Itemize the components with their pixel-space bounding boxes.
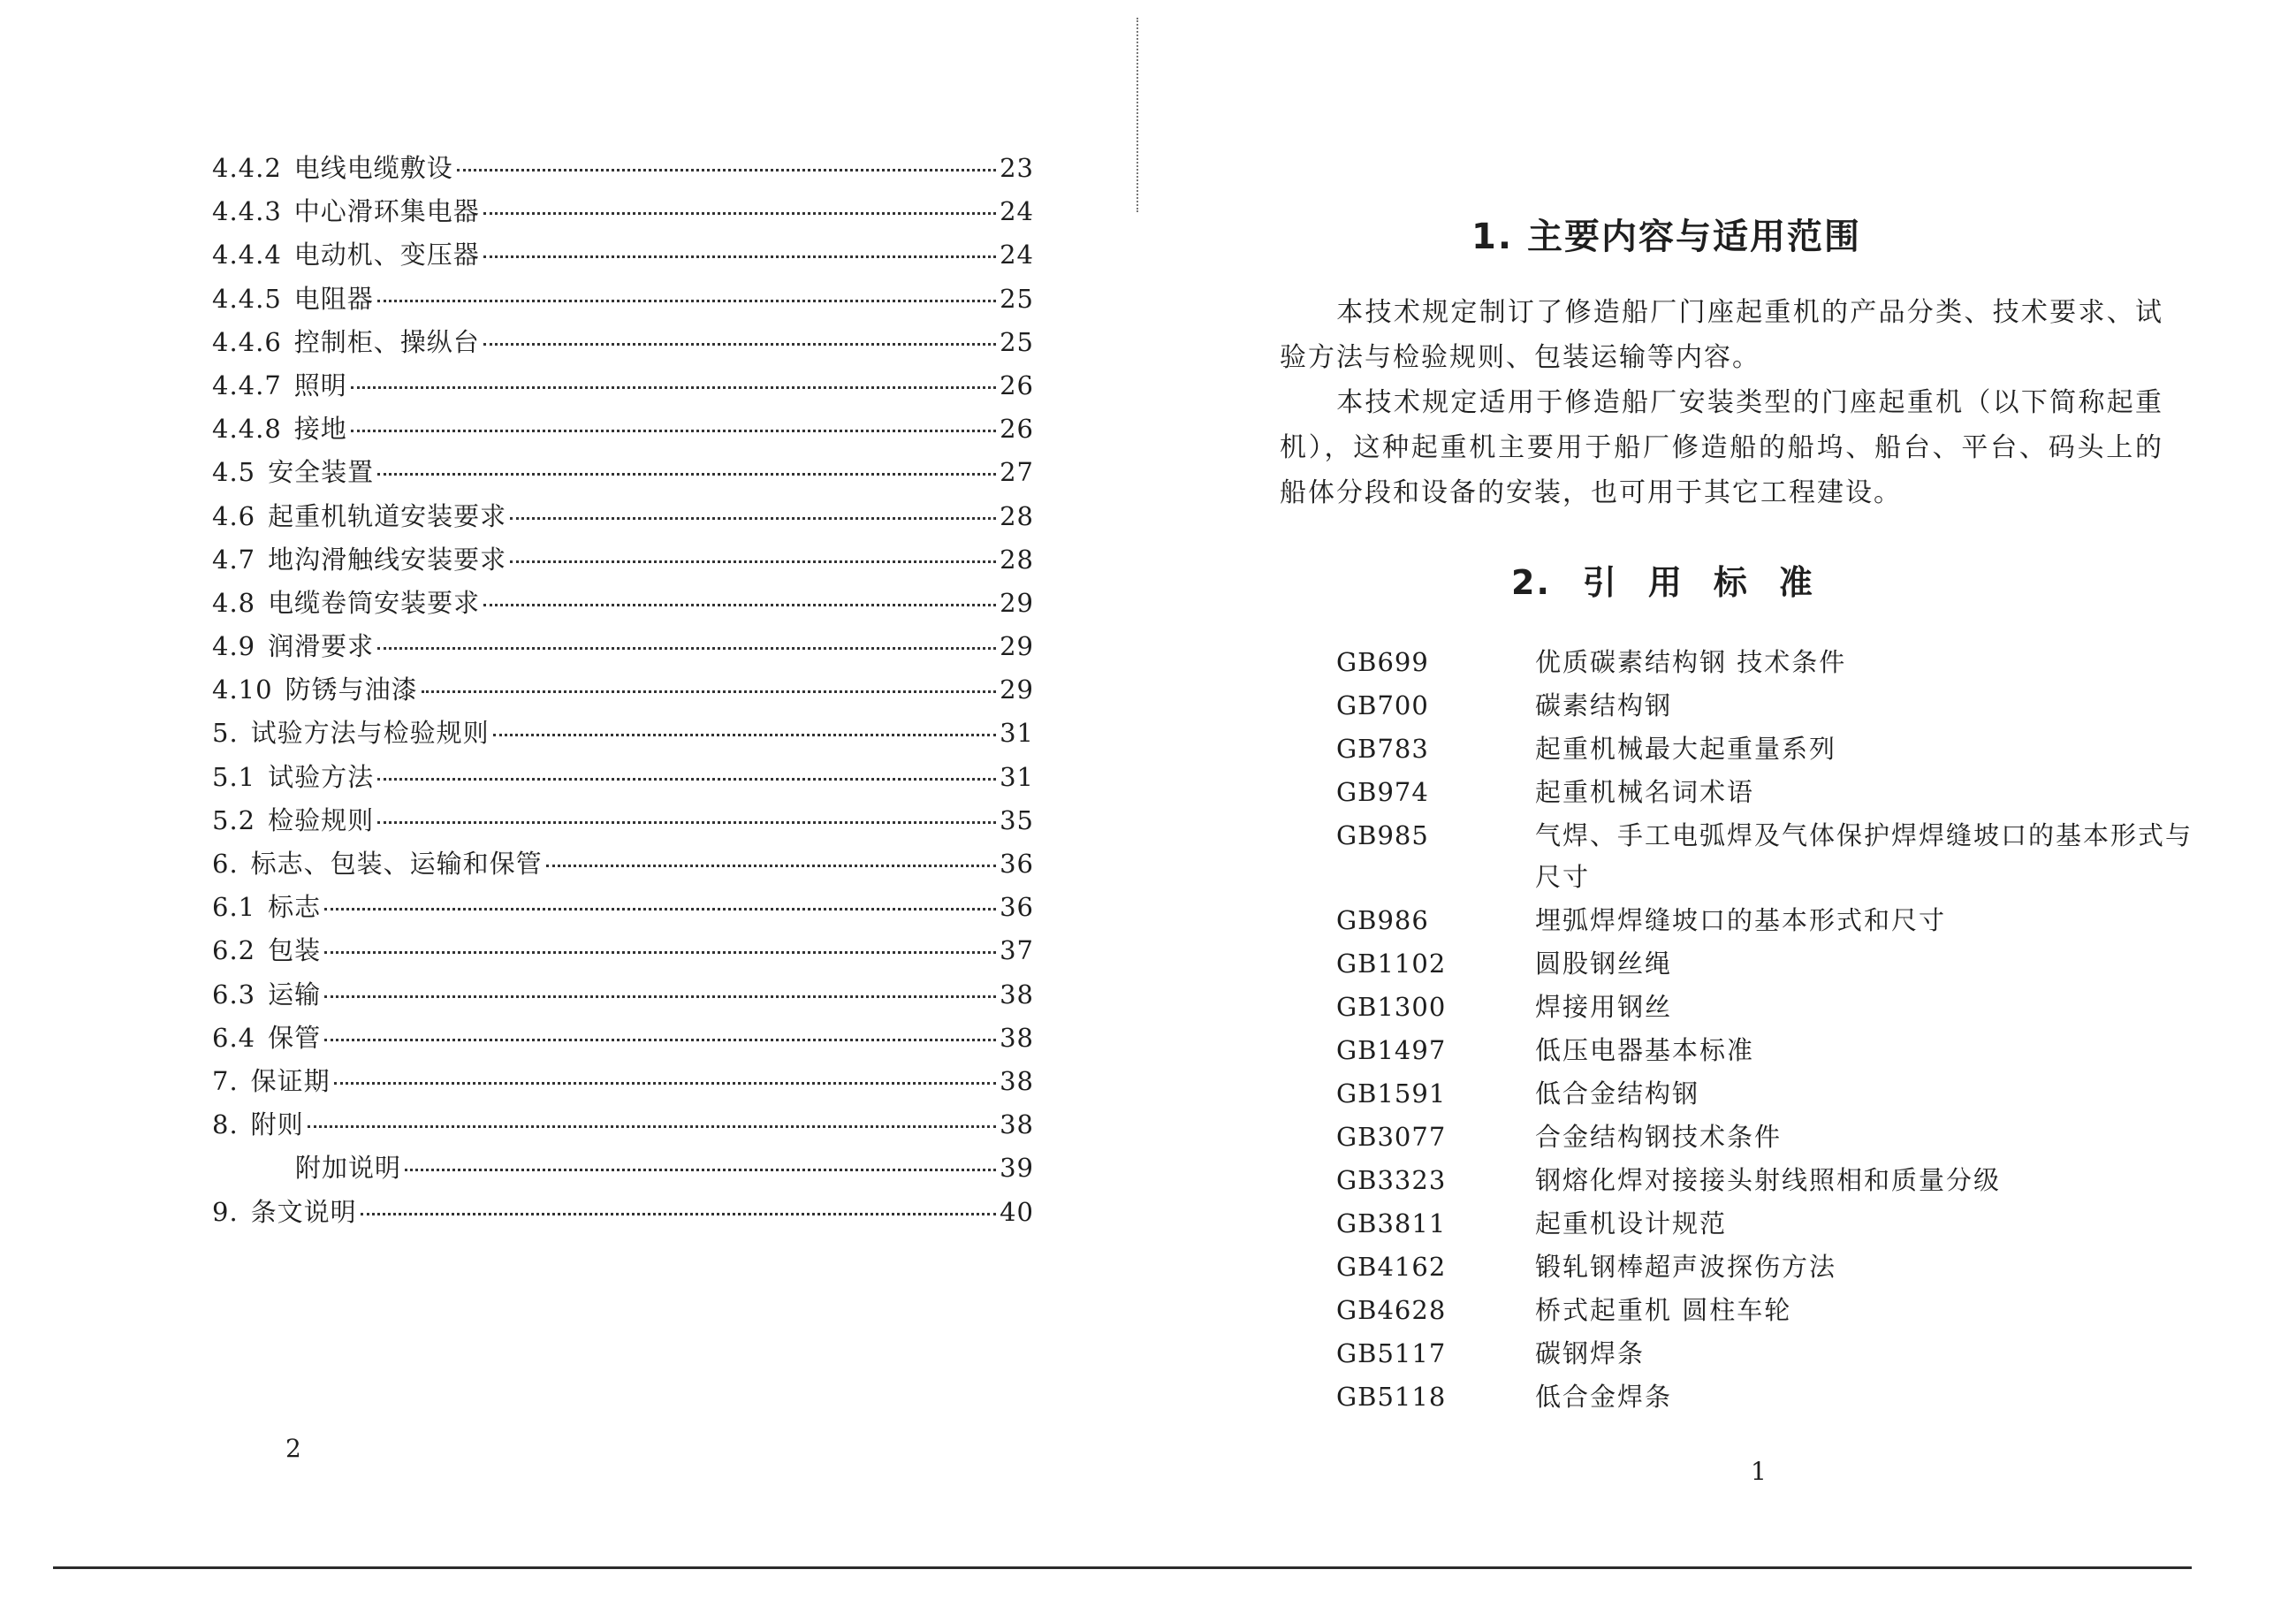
right-page	[1140, 0, 2296, 1623]
section2-number: 2.	[1511, 563, 1551, 602]
toc-entry	[212, 888, 1034, 931]
standard-entry	[1336, 1246, 2202, 1288]
standard-code: GB5117	[1336, 1338, 1447, 1368]
standard-code: GB5118	[1336, 1382, 1447, 1412]
table-of-contents	[212, 149, 1034, 1236]
toc-entry-title: 条文说明	[250, 1196, 357, 1227]
toc-entry-page: 37	[1000, 935, 1034, 966]
toc-dot-leader	[324, 995, 996, 998]
toc-entry-page: 25	[1000, 283, 1034, 314]
standard-name: 起重机设计规范	[1535, 1208, 1728, 1238]
standard-code: GB3811	[1336, 1208, 1447, 1238]
standard-name: 桥式起重机 圆柱车轮	[1535, 1295, 1792, 1325]
standard-code: GB1300	[1336, 992, 1447, 1022]
section1-heading: 1. 主要内容与适用范围	[1471, 217, 1861, 257]
toc-entry-title: 润滑要求	[268, 631, 375, 662]
standard-entry	[1336, 1333, 2202, 1375]
toc-entry-title: 标志、包装、运输和保管	[250, 849, 543, 879]
toc-entry-page: 29	[1000, 587, 1034, 618]
standard-entry	[1336, 1290, 2202, 1331]
toc-entry	[212, 235, 1034, 278]
standard-name: 合金结构钢技术条件	[1535, 1122, 1783, 1152]
toc-dot-leader	[493, 734, 996, 736]
toc-entry-page: 38	[1000, 1022, 1034, 1053]
toc-entry-page: 31	[1000, 718, 1034, 749]
toc-entry	[212, 192, 1034, 235]
toc-entry-page: 24	[1000, 240, 1034, 270]
standard-name: 起重机械名词术语	[1535, 777, 1755, 807]
standard-name: 埋弧焊焊缝坡口的基本形式和尺寸	[1535, 905, 1947, 935]
section2-title: 引用标准	[1582, 563, 1844, 602]
standard-entry	[1336, 728, 2202, 770]
toc-entry-title: 中心滑环集电器	[293, 196, 480, 227]
toc-entry-title: 附加说明	[295, 1153, 402, 1184]
standard-name: 圆股钢丝绳	[1535, 949, 1673, 979]
toc-entry	[212, 366, 1034, 409]
toc-entry-title: 照明	[293, 370, 347, 400]
toc-entry-number: 5.1	[212, 761, 256, 792]
toc-entry	[212, 583, 1034, 627]
standard-entry	[1336, 1116, 2202, 1158]
section2-heading	[1511, 555, 1844, 604]
toc-entry-page: 36	[1000, 892, 1034, 923]
toc-dot-leader	[510, 560, 996, 563]
toc-entry-number: 4.4.3	[212, 196, 282, 227]
toc-entry	[212, 758, 1034, 801]
standard-entry	[1336, 1203, 2202, 1245]
toc-entry-number: 4.7	[212, 544, 256, 575]
toc-entry-number: 6.	[212, 849, 239, 879]
section1-paragraph-1	[1280, 290, 2163, 380]
toc-entry	[212, 1018, 1034, 1062]
toc-entry-title: 电阻器	[293, 283, 374, 314]
standard-entry	[1336, 1160, 2202, 1201]
toc-entry-page: 35	[1000, 804, 1034, 835]
toc-dot-leader	[377, 473, 996, 476]
standard-name: 焊接用钢丝	[1535, 992, 1673, 1022]
toc-entry-title: 保管	[268, 1022, 322, 1053]
page-number-right: 1	[1751, 1457, 1767, 1486]
toc-entry	[212, 409, 1034, 453]
toc-entry-title: 标志	[268, 892, 322, 923]
toc-entry	[212, 1148, 1034, 1192]
standard-code: GB985	[1336, 820, 1429, 850]
standard-code: GB1102	[1336, 949, 1447, 979]
toc-entry	[212, 1192, 1034, 1236]
toc-entry	[212, 540, 1034, 583]
toc-dot-leader	[483, 604, 996, 606]
toc-entry-page: 36	[1000, 849, 1034, 879]
toc-dot-leader	[377, 647, 996, 650]
section1-paragraph-1-text: 本技术规定制订了修造船厂门座起重机的产品分类、技术要求、试验方法与检验规则、包装运输等内容。	[1280, 297, 2163, 373]
toc-entry-number: 4.4.4	[212, 240, 282, 270]
toc-entry-page: 29	[1000, 631, 1034, 662]
toc-entry-page: 26	[1000, 370, 1034, 400]
standard-code: GB700	[1336, 690, 1429, 720]
toc-entry-title: 运输	[268, 979, 322, 1010]
toc-entry-title: 保证期	[250, 1065, 331, 1096]
toc-entry-title: 控制柜、操纵台	[293, 326, 480, 357]
standard-code: GB1497	[1336, 1035, 1447, 1065]
toc-entry-number: 8.	[212, 1109, 239, 1140]
toc-entry	[212, 1105, 1034, 1148]
standard-name: 碳钢焊条	[1535, 1338, 1646, 1368]
standard-entry	[1336, 772, 2202, 813]
toc-dot-leader	[351, 430, 996, 432]
toc-dot-leader	[405, 1169, 996, 1171]
toc-entry-title: 电缆卷筒安装要求	[268, 587, 481, 618]
standard-code: GB4162	[1336, 1252, 1447, 1282]
toc-entry-page: 40	[1000, 1196, 1034, 1227]
toc-entry-number: 4.4.7	[212, 370, 282, 400]
toc-dot-leader	[351, 386, 996, 389]
toc-entry-page: 23	[1000, 153, 1034, 183]
referenced-standards-list	[1336, 642, 2202, 1420]
standard-code: GB4628	[1336, 1295, 1447, 1325]
toc-entry	[212, 497, 1034, 540]
left-page	[0, 0, 1140, 1623]
toc-entry	[212, 801, 1034, 844]
toc-entry	[212, 149, 1034, 192]
toc-dot-leader	[483, 212, 996, 215]
toc-entry-number: 4.10	[212, 674, 273, 705]
toc-dot-leader	[361, 1213, 996, 1215]
standard-entry	[1336, 685, 2202, 727]
toc-entry	[212, 931, 1034, 974]
toc-dot-leader	[377, 778, 996, 781]
standard-entry	[1336, 1030, 2202, 1071]
toc-entry-title: 试验方法与检验规则	[250, 718, 490, 749]
toc-dot-leader	[334, 1082, 996, 1085]
section1-paragraph-2	[1280, 380, 2163, 515]
toc-entry-page: 27	[1000, 457, 1034, 488]
toc-entry-page: 28	[1000, 544, 1034, 575]
standard-entry	[1336, 900, 2202, 941]
toc-entry-number: 4.5	[212, 457, 256, 488]
toc-entry-number: 6.2	[212, 935, 256, 966]
page-number-left: 2	[285, 1434, 301, 1463]
toc-entry-number: 4.8	[212, 587, 256, 618]
toc-entry-number: 7.	[212, 1065, 239, 1096]
toc-dot-leader	[510, 517, 996, 520]
toc-entry-number: 6.1	[212, 892, 256, 923]
standard-code: GB3077	[1336, 1122, 1447, 1152]
toc-entry-page: 31	[1000, 761, 1034, 792]
standard-entry	[1336, 987, 2202, 1028]
toc-entry-number: 5.	[212, 718, 239, 749]
toc-entry-title: 附则	[250, 1109, 304, 1140]
toc-dot-leader	[324, 908, 996, 911]
toc-entry-number: 6.3	[212, 979, 256, 1010]
toc-dot-leader	[377, 821, 996, 824]
toc-entry-title: 接地	[293, 414, 347, 445]
toc-entry-page: 38	[1000, 979, 1034, 1010]
standard-code: GB3323	[1336, 1165, 1447, 1195]
standard-name: 锻轧钢棒超声波探伤方法	[1535, 1252, 1837, 1282]
toc-dot-leader	[546, 865, 996, 867]
toc-entry	[212, 1062, 1034, 1105]
standard-code: GB986	[1336, 905, 1429, 935]
toc-entry-number: 4.4.2	[212, 153, 282, 183]
toc-entry-page: 24	[1000, 196, 1034, 227]
standard-name: 碳素结构钢	[1535, 690, 1673, 720]
toc-entry-number: 4.9	[212, 631, 256, 662]
toc-entry	[212, 627, 1034, 670]
toc-entry-page: 38	[1000, 1065, 1034, 1096]
toc-dot-leader	[422, 690, 997, 693]
standard-name: 气焊、手工电弧焊及气体保护焊焊缝坡口的基本形式与尺寸	[1535, 820, 2193, 892]
toc-entry	[212, 975, 1034, 1018]
toc-dot-leader	[483, 255, 996, 258]
toc-dot-leader	[483, 343, 996, 346]
toc-dot-leader	[457, 169, 996, 171]
bottom-rule	[53, 1566, 2192, 1569]
toc-entry	[212, 279, 1034, 323]
toc-entry	[212, 844, 1034, 888]
section1-paragraph-2-text: 本技术规定适用于修造船厂安装类型的门座起重机（以下简称起重机），这种起重机主要用于船厂修造船的船坞、船台、平台、码头上的船体分段和设备的安装，也可用于其它工程建设。	[1280, 387, 2163, 508]
toc-entry-number: 4.4.8	[212, 414, 282, 445]
standard-name: 低压电器基本标准	[1535, 1035, 1755, 1065]
toc-dot-leader	[324, 951, 996, 954]
standard-name: 低合金结构钢	[1535, 1078, 1700, 1109]
toc-entry-title: 检验规则	[268, 804, 375, 835]
page-gutter	[1137, 18, 1138, 212]
toc-entry-number: 9.	[212, 1196, 239, 1227]
toc-dot-leader	[377, 300, 996, 302]
standard-code: GB1591	[1336, 1078, 1447, 1109]
toc-entry-title: 试验方法	[268, 761, 375, 792]
toc-entry-page: 26	[1000, 414, 1034, 445]
toc-entry	[212, 670, 1034, 713]
toc-entry	[212, 713, 1034, 757]
toc-entry-number: 4.4.6	[212, 326, 282, 357]
standard-code: GB699	[1336, 647, 1429, 677]
standard-code: GB783	[1336, 734, 1429, 764]
toc-entry-page: 28	[1000, 500, 1034, 531]
toc-entry-number: 4.4.5	[212, 283, 282, 314]
toc-entry-title: 包装	[268, 935, 322, 966]
toc-entry-title: 电动机、变压器	[293, 240, 480, 270]
toc-entry-page: 25	[1000, 326, 1034, 357]
standard-code: GB974	[1336, 777, 1429, 807]
toc-entry-number: 4.6	[212, 500, 256, 531]
toc-entry-title: 起重机轨道安装要求	[268, 500, 507, 531]
toc-entry-title: 防锈与油漆	[285, 674, 418, 705]
standard-entry	[1336, 943, 2202, 985]
standard-name: 低合金焊条	[1535, 1382, 1673, 1412]
toc-entry-title: 电线电缆敷设	[293, 153, 453, 183]
toc-entry	[212, 323, 1034, 366]
toc-entry-page: 38	[1000, 1109, 1034, 1140]
standard-entry	[1336, 1073, 2202, 1115]
standard-name: 优质碳素结构钢 技术条件	[1535, 647, 1847, 677]
toc-entry-page: 39	[1000, 1153, 1034, 1184]
toc-entry-number: 5.2	[212, 804, 256, 835]
toc-entry-title: 安全装置	[268, 457, 375, 488]
standard-entry	[1336, 1376, 2202, 1418]
standard-entry	[1336, 642, 2202, 683]
toc-dot-leader	[324, 1039, 996, 1041]
standard-entry	[1336, 815, 2202, 898]
toc-entry	[212, 453, 1034, 496]
toc-entry-page: 29	[1000, 674, 1034, 705]
toc-entry-number: 6.4	[212, 1022, 256, 1053]
standard-name: 钢熔化焊对接接头射线照相和质量分级	[1535, 1165, 2002, 1195]
toc-entry-title: 地沟滑触线安装要求	[268, 544, 507, 575]
standard-name: 起重机械最大起重量系列	[1535, 734, 1837, 764]
toc-dot-leader	[308, 1125, 996, 1128]
